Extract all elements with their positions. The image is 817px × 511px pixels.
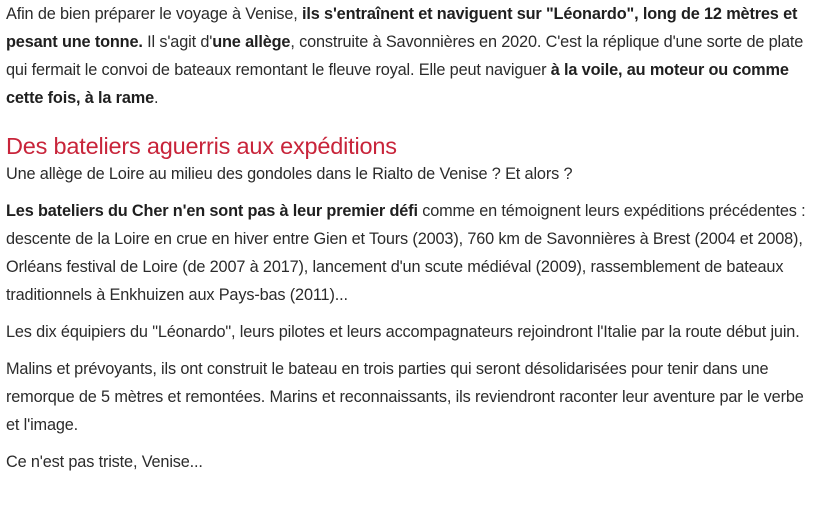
- expeditions-bold: Les bateliers du Cher n'en sont pas à leur premier défi: [6, 202, 418, 220]
- expeditions-text: comme en témoignent leurs expéditions précédentes : descente de la Loire en crue en hiver entre Gien et Tours (2003), 760 km de Savonnières à Brest (2004 et 2008), Orléans festival de Loire (de 2007 à 2017), lancement d'un scute médiéval (2009), rassemblement de bateaux traditionnels à Enkhuizen aux Pays-bas (2011)...: [6, 202, 806, 304]
- expeditions-paragraph: [6, 197, 810, 309]
- section-heading: Des bateliers aguerris aux expéditions: [6, 133, 397, 159]
- intro-bold-3: à la voile, au moteur ou comme cette fois, à la rame: [6, 61, 789, 107]
- intro-text-3: , construite à Savonnières en 2020. C'est la réplique d'une sorte de plate qui fermait le convoi de bateaux remontant le fleuve royal. Elle peut naviguer: [6, 33, 804, 79]
- intro-bold-2: une allège: [212, 33, 291, 51]
- boat-paragraph: Malins et prévoyants, ils ont construit le bateau en trois parties qui seront désolidarisées pour tenir dans une remorque de 5 mètres et remontées. Marins et reconnaissants, ils reviendront raconter leur aventure par le verbe et l'image.: [6, 360, 804, 434]
- intro-text-1: Afin de bien préparer le voyage à Venise,: [6, 5, 303, 23]
- intro-paragraph: [6, 0, 810, 112]
- intro-text-4: .: [153, 89, 159, 107]
- closing-paragraph: Ce n'est pas triste, Venise...: [6, 453, 203, 471]
- intro-bold-1: ils s'entraînent et naviguent sur "Léonardo", long de 12 mètres et pesant une tonne.: [6, 5, 798, 51]
- crew-paragraph: Les dix équipiers du "Léonardo", leurs pilotes et leurs accompagnateurs rejoindront l'Italie par la route début juin.: [6, 323, 800, 341]
- question-paragraph: Une allège de Loire au milieu des gondoles dans le Rialto de Venise ? Et alors ?: [6, 165, 573, 183]
- intro-text-2: Il s'agit d': [142, 33, 213, 51]
